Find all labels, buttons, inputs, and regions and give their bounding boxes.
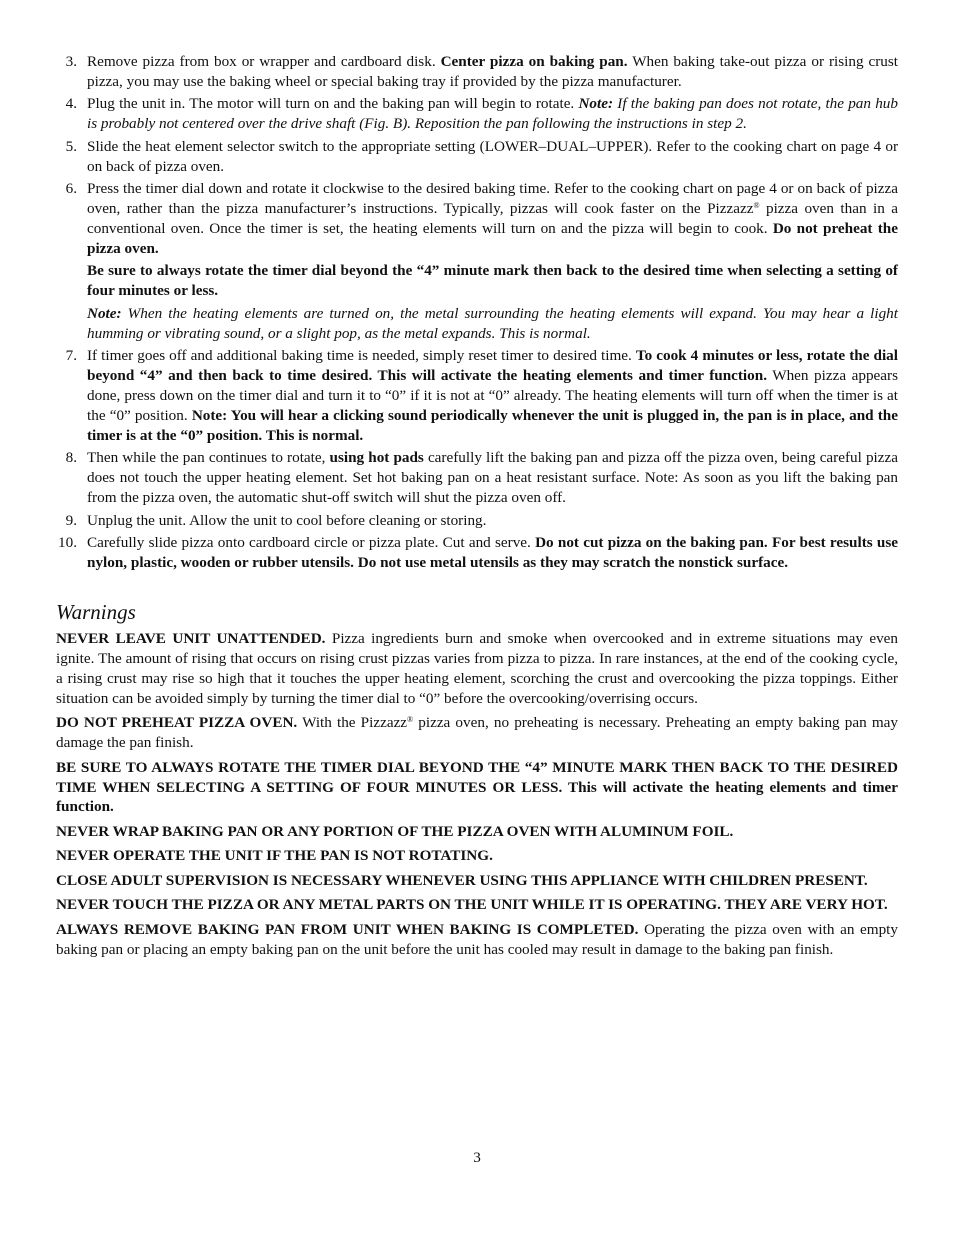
step-number: 3.	[65, 53, 77, 70]
warning-paragraph	[56, 629, 898, 709]
body-text: When pizza appears done, press down on the timer dial and turn it to “0” if it is not at “0” already. The heating elements will turn off when the timer is at the “0” position.	[87, 367, 898, 424]
bold-text: Center pizza on baking pan.	[440, 53, 628, 70]
manual-page	[56, 52, 898, 964]
step-item	[56, 511, 898, 531]
warning-paragraph	[56, 713, 898, 753]
body-text: With the Pizzazz	[297, 714, 408, 732]
bold-text: Do not cut pizza on the baking pan. For best results use nylon, plastic, wooden or rubber utensils. Do not use metal utensils as they may scratch the nonstick surface.	[87, 534, 898, 572]
step-paragraph	[87, 261, 898, 301]
step-number: 5.	[65, 137, 77, 155]
bold-text: Be sure to always rotate the timer dial beyond the “4” minute mark then back to the desired time when selecting a setting of four minutes or less.	[87, 262, 898, 300]
step-number: 7.	[65, 347, 77, 365]
body-text: When baking take-out pizza or rising crust pizza, you may use the baking wheel or special baking tray if provided by the pizza manufacturer.	[87, 53, 898, 90]
body-text: If timer goes off and additional baking time is needed, simply reset timer to desired time.	[87, 347, 636, 365]
step-item	[56, 94, 898, 134]
warning-paragraph	[56, 895, 898, 915]
step-item	[56, 137, 898, 177]
step-paragraph	[87, 179, 898, 259]
step-item	[56, 52, 898, 92]
warning-paragraph	[56, 920, 898, 960]
step-paragraph	[87, 94, 898, 134]
registered-mark: ®	[753, 201, 760, 211]
bold-text: BE SURE TO ALWAYS ROTATE THE TIMER DIAL BEYOND THE “4” MINUTE MARK THEN BACK TO THE DESIRED TIME WHEN SELECTING A SETTING OF FOUR MINUTES OR LESS. This will activate the heating elements and timer function.	[56, 758, 898, 816]
instruction-steps	[56, 52, 898, 573]
step-paragraph	[87, 304, 898, 344]
registered-mark: ®	[407, 715, 414, 725]
bold-text: To cook 4 minutes or less, rotate the dial beyond “4” and then back to time desired. This will activate the heating elements and timer function.	[87, 347, 898, 385]
warning-paragraph	[56, 871, 898, 891]
bold-text: NEVER WRAP BAKING PAN OR ANY PORTION OF THE PIZZA OVEN WITH ALUMINUM FOIL.	[56, 822, 734, 840]
body-text: pizza oven than in a conventional oven. Once the timer is set, the heating elements will turn on and the pizza will begin to cook.	[87, 200, 898, 238]
body-text: carefully lift the baking pan and pizza off the pizza oven, being careful pizza does not touch the upper heating element. Set hot baking pan on a heat resistant surface. Note: As soon as you lift the baking pan from the pizza oven, the automatic shut-off switch will shut the pizza oven off.	[87, 449, 898, 507]
bold-text: using hot pads	[329, 449, 424, 467]
bold-text: NEVER OPERATE THE UNIT IF THE PAN IS NOT ROTATING.	[56, 847, 493, 865]
step-number: 6.	[65, 180, 77, 198]
step-number: 9.	[65, 511, 77, 529]
warnings-list	[56, 629, 898, 960]
bold-text: CLOSE ADULT SUPERVISION IS NECESSARY WHENEVER USING THIS APPLIANCE WITH CHILDREN PRESENT.	[56, 871, 868, 889]
warnings-heading: Warnings	[56, 600, 136, 624]
bold-italic-text: Note:	[578, 95, 614, 113]
step-item	[56, 179, 898, 343]
step-paragraph	[87, 52, 898, 92]
body-text: Remove pizza from box or wrapper and cardboard disk.	[87, 53, 441, 70]
body-text: Press the timer dial down and rotate it clockwise to the desired baking time. Refer to the cooking chart on page 4 or on back of pizza oven, rather than the pizza manufacturer’s instructions. Typically, pizzas will cook faster on the Pizzazz	[87, 180, 898, 218]
body-text: Operating the pizza oven with an empty baking pan or placing an empty baking pan on the unit before the unit has cooled may result in damage to the baking pan finish.	[56, 920, 898, 958]
warning-paragraph	[56, 846, 898, 866]
body-text: Carefully slide pizza onto cardboard circle or pizza plate. Cut and serve.	[87, 534, 536, 552]
step-item	[56, 448, 898, 508]
body-text: pizza oven, no preheating is necessary. Preheating an empty baking pan may damage the pan finish.	[56, 714, 898, 752]
step-number: 4.	[65, 95, 77, 113]
step-paragraph	[87, 511, 898, 531]
bold-text: DO NOT PREHEAT PIZZA OVEN.	[56, 714, 298, 732]
bold-text: Note: You will hear a clicking sound periodically whenever the unit is plugged in, the pan is in place, and the timer is at the “0” position. This is normal.	[87, 406, 898, 444]
step-number: 10.	[58, 534, 77, 552]
step-paragraph	[87, 346, 898, 446]
body-text: Pizza ingredients burn and smoke when overcooked and in extreme situations may even ignite. The amount of rising that occurs on rising crust pizzas varies from pizza to pizza. In rare instances, at the end of the cooking cycle, a rising crust may rise so high that it touches the upper heating element, scorching the crust and overcooking the pizza toppings. Either situation can be avoided simply by turning the timer dial to “0” before the overcooking/overrising occurs.	[56, 630, 899, 707]
page-number: 3	[473, 1149, 481, 1166]
warning-paragraph	[56, 822, 898, 842]
italic-text: If the baking pan does not rotate, the pan hub is probably not centered over the drive shaft (Fig. B). Reposition the pan following the instructions in step 2.	[87, 95, 898, 133]
step-item	[56, 533, 898, 573]
step-paragraph	[87, 448, 898, 508]
body-text: Plug the unit in. The motor will turn on and the baking pan will begin to rotate.	[87, 95, 579, 113]
step-number: 8.	[65, 449, 77, 467]
bold-text: NEVER LEAVE UNIT UNATTENDED.	[56, 630, 326, 647]
bold-text: NEVER TOUCH THE PIZZA OR ANY METAL PARTS ON THE UNIT WHILE IT IS OPERATING. THEY ARE VERY HOT.	[56, 896, 888, 914]
step-item	[56, 346, 898, 446]
bold-italic-text: Note:	[87, 304, 122, 322]
body-text: Slide the heat element selector switch to the appropriate setting (LOWER–DUAL–UPPER). Refer to the cooking chart on page 4 or on back of pizza oven.	[87, 137, 898, 175]
warning-paragraph	[56, 758, 898, 818]
bold-text: Do not preheat the pizza oven.	[87, 220, 898, 257]
body-text: Unplug the unit. Allow the unit to cool before cleaning or storing.	[87, 511, 487, 529]
italic-text: When the heating elements are turned on, the metal surrounding the heating elements will expand. You may hear a light humming or vibrating sound, or a slight pop, as the metal expands. This is normal.	[87, 304, 898, 342]
body-text: Then while the pan continues to rotate,	[87, 449, 330, 467]
step-paragraph	[87, 533, 898, 573]
step-paragraph	[87, 137, 898, 177]
bold-text: ALWAYS REMOVE BAKING PAN FROM UNIT WHEN BAKING IS COMPLETED.	[56, 920, 639, 938]
